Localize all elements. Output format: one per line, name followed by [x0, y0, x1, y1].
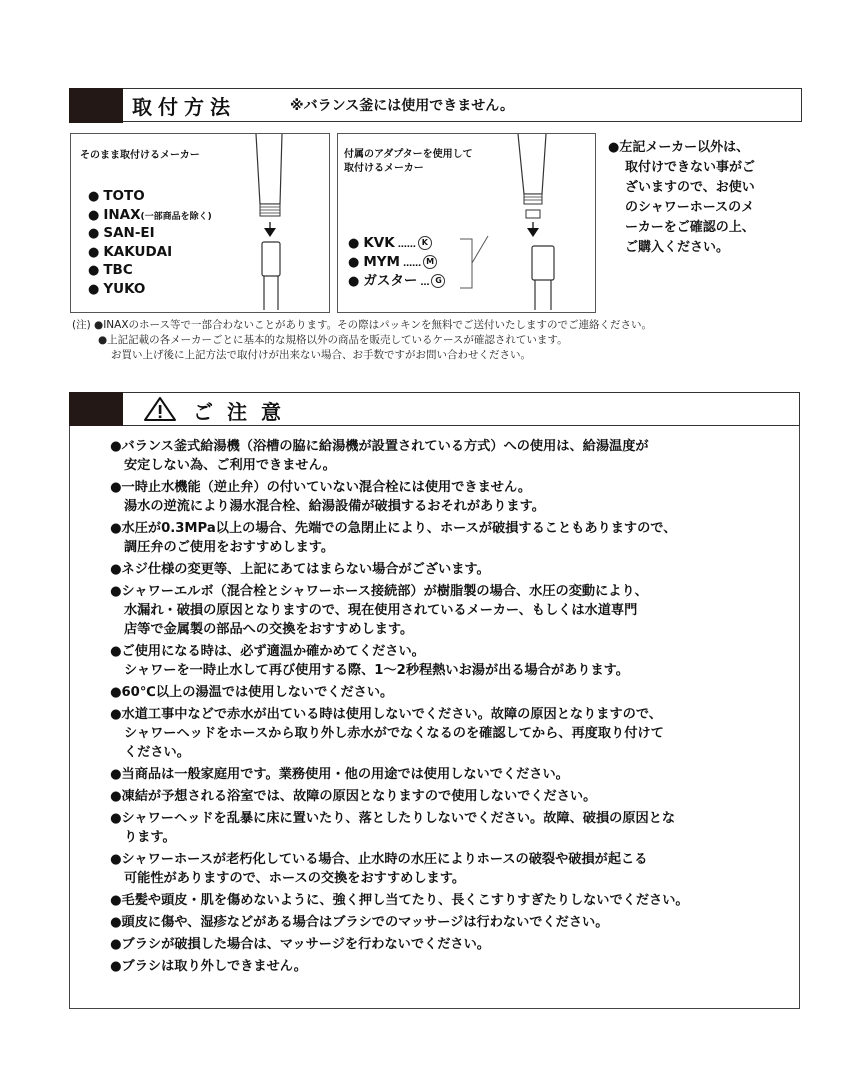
direct-fit-heading: そのまま取付けるメーカー [80, 150, 200, 161]
circled-mark-icon: K [418, 236, 432, 250]
direct-brand-item [88, 280, 145, 299]
brand-name: KVK [363, 235, 395, 251]
leader-dots: … [417, 278, 430, 288]
caution-item-text: ●一時止水機能（逆止弁）の付いていない混合栓には使用できません。 [110, 480, 532, 495]
caution-item-continuation: 安定しない為、ご利用できません。 [124, 458, 336, 473]
caution-item-text: ●シャワーヘッドを乱暴に床に置いたり、落としたりしないでください。故障、破損の原因とな [110, 811, 676, 826]
brand-name: YUKO [103, 280, 146, 297]
caution-item-text: ●水道工事中などで赤水が出ている時は使用しないでください。故障の原因となりますので、 [110, 707, 662, 722]
caution-item [110, 913, 790, 932]
caution-item-continuation: シャワーヘッドをホースから取り外し赤水がでなくなるのを確認してから、再度取り付けて [124, 726, 664, 741]
other-makers-note [608, 138, 755, 258]
caution-item-continuation: 調圧弁のご使用をおすすめします。 [124, 540, 335, 555]
other-makers-note-line: ーカーをご確認の上、 [625, 220, 755, 235]
brand-name: SAN-EI [103, 225, 155, 241]
bullet-icon: ● [348, 274, 360, 289]
caution-item-text: ●ブラシが破損した場合は、マッサージを行わないでください。 [110, 937, 490, 952]
footnote-2: ●上記記載の各メーカーごとに基本的な規格以外の商品を販売しているケースが確認されています。 [98, 334, 568, 346]
caution-item-text: ●シャワーホースが老朽化している場合、止水時の水圧によりホースの破裂や破損が起こる [110, 852, 648, 867]
caution-item-continuation: 水漏れ・破損の原因となりますので、現在使用されているメーカー、もしくは水道専門 [124, 603, 638, 618]
caution-item [110, 642, 790, 680]
other-makers-note-line: のシャワーホースのメ [625, 200, 755, 215]
caution-list [110, 437, 790, 979]
caution-item-continuation: 店等で金属製の部品への交換をおすすめします。 [124, 622, 414, 637]
caution-item [110, 519, 790, 557]
caution-item-text: ●バランス釜式給湯機（浴槽の脇に給湯機が設置されている方式）への使用は、給湯温度が [110, 439, 649, 454]
caution-item-text: ●頭皮に傷や、湿疹などがある場合はブラシでのマッサージは行わないでください。 [110, 915, 609, 930]
caution-item [110, 437, 790, 475]
brand-name: KAKUDAI [103, 243, 173, 260]
adapter-heading-line2: 取付けるメーカー [344, 163, 424, 174]
footnote-1: (注) ●INAXのホース等で一部合わないことがあります。その際はパッキンを無料でご送付いたしますのでご連絡ください。 [72, 319, 653, 331]
caution-item [110, 683, 790, 702]
caution-item [110, 787, 790, 806]
other-makers-note-line: ご購入ください。 [625, 240, 730, 255]
caution-item [110, 850, 790, 888]
caution-item-text: ●ご使用になる時は、必ず適温か確かめてください。 [110, 644, 425, 659]
brand-name: TOTO [103, 188, 145, 204]
leader-dots: …… [394, 240, 416, 250]
caution-item [110, 705, 790, 762]
caution-item-text: ●60℃以上の湯温では使用しないでください。 [110, 685, 394, 700]
adapter-brand-item [348, 272, 445, 292]
brand-name: ガスター [363, 273, 418, 289]
direct-brand-item [88, 206, 212, 226]
caution-item [110, 765, 790, 784]
bullet-icon: ● [88, 207, 100, 223]
direct-brand-item [88, 224, 155, 243]
brand-note: (一部商品を除く) [140, 211, 212, 222]
bullet-icon: ● [88, 189, 100, 204]
direct-brand-item [88, 243, 172, 262]
other-makers-note-line: ざいますので、お使い [625, 180, 755, 195]
adapter-brand-item [348, 253, 437, 273]
footnote-3: お買い上げ後に上記方法で取付けが出来ない場合、お手数ですがお問い合わせください。 [111, 349, 531, 361]
caution-header-block [69, 392, 123, 426]
circled-mark-icon: G [431, 274, 445, 288]
caution-item [110, 957, 790, 976]
circled-mark-icon: M [423, 255, 437, 269]
bullet-icon: ● [348, 255, 360, 270]
bracket-line [458, 236, 488, 296]
caution-item [110, 560, 790, 579]
other-makers-note-line: 取付けできない事がご [625, 160, 756, 175]
direct-brand-item [88, 187, 145, 206]
caution-item-continuation: ください。 [124, 745, 190, 760]
caution-item-text: ●凍結が予想される浴室では、故障の原因となりますので使用しないでください。 [110, 789, 597, 804]
brand-name: MYM [363, 254, 400, 270]
caution-header [69, 392, 800, 426]
caution-item-text: ●水圧が0.3MPa以上の場合、先端での急閉止により、ホースが破損することもありますので、 [110, 521, 677, 536]
caution-item-text: ●ブラシは取り外しできません。 [110, 959, 307, 974]
caution-item-continuation: ります。 [124, 830, 176, 845]
other-makers-note-line: ●左記メーカー以外は、 [608, 140, 750, 155]
bullet-icon: ● [88, 244, 100, 260]
caution-title: ご注意 [193, 400, 295, 424]
leader-dots: …… [400, 259, 422, 269]
bullet-icon: ● [88, 226, 100, 241]
install-header-block [69, 88, 123, 123]
caution-item-text: ●ネジ仕様の変更等、上記にあてはまらない場合がございます。 [110, 562, 490, 577]
caution-item [110, 809, 790, 847]
caution-item [110, 582, 790, 639]
hose-illustration-2 [512, 134, 572, 310]
install-title: 取付方法 [132, 95, 236, 119]
brand-name: TBC [103, 262, 133, 278]
brand-name: INAX [103, 206, 141, 223]
direct-brand-item [88, 261, 133, 280]
caution-item-text: ●毛髪や頭皮・肌を傷めないように、強く押し当てたり、長くこすりすぎたりしないでください。 [110, 893, 689, 908]
caution-item [110, 935, 790, 954]
bullet-icon: ● [88, 281, 100, 297]
install-note: ※バランス釜には使用できません。 [290, 98, 515, 114]
adapter-heading-line1: 付属のアダプターを使用して [344, 149, 473, 160]
caution-item-text: ●当商品は一般家庭用です。業務使用・他の用途では使用しないでください。 [110, 767, 569, 782]
warning-icon [143, 396, 177, 422]
caution-item [110, 478, 790, 516]
bullet-icon: ● [348, 236, 360, 251]
caution-item-text: ●シャワーエルボ（混合栓とシャワーホース接続部）が樹脂製の場合、水圧の変動により、 [110, 584, 648, 599]
caution-item [110, 891, 790, 910]
hose-illustration-1 [248, 134, 310, 310]
bullet-icon: ● [88, 263, 100, 278]
caution-item-continuation: シャワーを一時止水して再び使用する際、1〜2秒程熱いお湯が出る場合があります。 [124, 663, 629, 678]
adapter-brand-item [348, 234, 432, 254]
caution-item-continuation: 湯水の逆流により湯水混合栓、給湯設備が破損するおそれがあります。 [124, 499, 545, 514]
caution-item-continuation: 可能性がありますので、ホースの交換をおすすめします。 [124, 871, 466, 886]
